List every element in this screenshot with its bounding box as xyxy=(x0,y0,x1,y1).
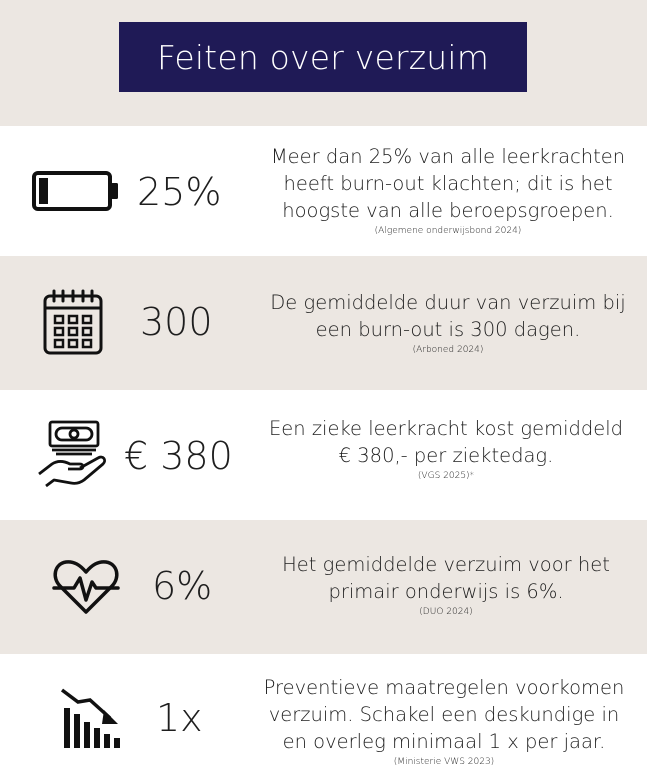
fact-row-prevention xyxy=(0,654,647,773)
fact-description xyxy=(250,289,646,356)
fact-line: heeft burn-out klachten; dit is het xyxy=(283,172,613,195)
fact-line: Een zieke leerkracht kost gemiddeld xyxy=(268,417,624,440)
fact-line: primair onderwijs is 6%. xyxy=(328,580,564,603)
stat-value: 300 xyxy=(140,300,213,344)
money-hand-icon xyxy=(36,418,112,490)
fact-row-burnout xyxy=(0,126,647,256)
fact-description xyxy=(246,674,642,768)
page-title: Feiten over verzuim xyxy=(156,37,490,77)
fact-line: en overleg minimaal 1 x per jaar. xyxy=(282,730,606,753)
fact-source: (Arboned 2024) xyxy=(412,345,484,355)
fact-line: een burn-out is 300 dagen. xyxy=(315,318,581,341)
fact-description xyxy=(248,415,644,482)
fact-line: hoogste van alle beroepsgroepen. xyxy=(282,199,614,222)
fact-source: (Algemene onderwijsbond 2024) xyxy=(374,226,522,236)
title-banner xyxy=(119,22,527,92)
title-area xyxy=(0,0,647,126)
fact-source: (VGS 2025)* xyxy=(417,471,475,481)
calendar-icon xyxy=(42,288,104,356)
fact-line: Preventieve maatregelen voorkomen xyxy=(263,676,625,699)
fact-line: Het gemiddelde verzuim voor het xyxy=(282,553,610,576)
fact-row-duration xyxy=(0,256,647,390)
fact-source: (Ministerie VWS 2023) xyxy=(393,757,495,767)
stat-value: 6% xyxy=(152,564,213,608)
fact-description xyxy=(250,143,646,237)
fact-row-cost xyxy=(0,390,647,520)
battery-low-icon xyxy=(32,170,120,212)
stat-value: 1x xyxy=(156,696,203,740)
fact-line: Meer dan 25% van alle leerkrachten xyxy=(270,145,626,168)
stat-value: € 380 xyxy=(124,434,233,478)
fact-line: De gemiddelde duur van verzuim bij xyxy=(270,291,626,314)
declining-chart-icon xyxy=(60,688,122,750)
fact-source: (DUO 2024) xyxy=(419,607,473,617)
stat-value: 25% xyxy=(137,170,222,214)
fact-line: € 380,- per ziektedag. xyxy=(338,444,554,467)
heart-pulse-icon xyxy=(52,558,120,616)
fact-row-absence-rate xyxy=(0,520,647,654)
fact-description xyxy=(248,551,644,618)
fact-line: verzuim. Schakel een deskundige in xyxy=(268,703,620,726)
